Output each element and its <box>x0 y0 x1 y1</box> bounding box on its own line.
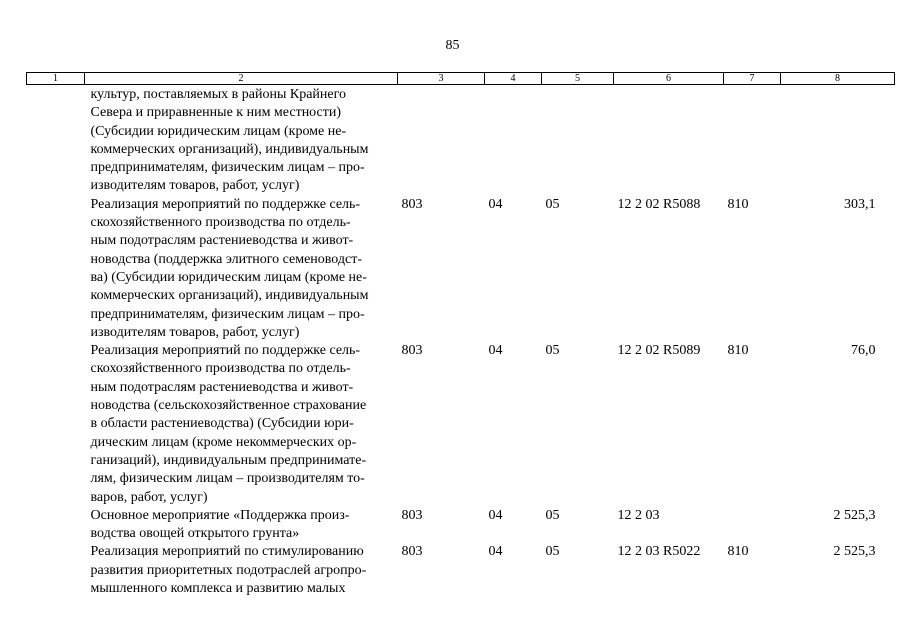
expense-type-code: 810 <box>727 544 749 560</box>
column-number-5: 5 <box>542 73 614 85</box>
section-code: 04 <box>488 544 503 560</box>
amount-value: 2 525,3 <box>833 507 876 523</box>
amount-value <box>781 85 895 196</box>
column-number-7: 7 <box>724 73 781 85</box>
ministry-code <box>398 85 485 196</box>
subsection-code <box>542 85 614 196</box>
row-index-cell <box>27 196 85 342</box>
target-article-code <box>614 85 724 196</box>
target-article-code: 12 2 03 <box>617 507 660 523</box>
budget-table <box>26 72 895 598</box>
column-number-3: 3 <box>398 73 485 85</box>
ministry-code: 803 <box>401 544 423 560</box>
section-code: 04 <box>488 343 503 359</box>
expense-description: культур, поставляемых в районы Крайнего Севера и приравненные к ним местности) (Субсидии юридическим лицам (кроме не- коммерческих организаций), индивидуальным предпринимателям, физическим лицам – про- изводителям товаров, работ, услуг) <box>90 87 369 194</box>
row-index-cell <box>27 543 85 598</box>
expense-type-code: 810 <box>727 343 749 359</box>
target-article-code: 12 2 02 R5088 <box>617 196 701 212</box>
expense-description: Реализация мероприятий по стимулированию развития приоритетных подотраслей агропро- мышленного комплекса и развитию малых <box>90 544 367 597</box>
expense-description: Основное мероприятие «Поддержка произ- водства овощей открытого грунта» <box>90 507 350 542</box>
amount-value: 2 525,3 <box>833 544 876 560</box>
section-code: 04 <box>488 507 503 523</box>
ministry-code: 803 <box>401 343 423 359</box>
amount-value: 76,0 <box>851 343 876 359</box>
ministry-code: 803 <box>401 196 423 212</box>
amount-value: 303,1 <box>844 196 876 212</box>
subsection-code: 05 <box>545 343 560 359</box>
target-article-code: 12 2 02 R5089 <box>617 343 701 359</box>
expense-description: Реализация мероприятий по поддержке сель- скохозяйственного производства по отдель- ным подотраслям растениеводства и живот- новодства (сельскохозяйственное страхование в области растениеводства) (Субсидии юри- дическим лицам (кроме некоммерческих ор- ганизаций), индивидуальным предпринимате- лям, физическим лицам – производителям то- варов, работ, услуг) <box>90 343 367 505</box>
expense-description: Реализация мероприятий по поддержке сель- скохозяйственного производства по отдель- ным подотраслям растениеводства и живот- новодства (поддержка элитного семеноводст- ва) (Субсидии юридическим лицам (кроме не- коммерческих организаций), индивидуальным предпринимателям, физическим лицам – про- изводителям товаров, работ, услуг) <box>90 196 369 340</box>
column-number-6: 6 <box>614 73 724 85</box>
table-row <box>27 196 895 342</box>
expense-type-code <box>724 85 781 196</box>
column-number-8: 8 <box>781 73 895 85</box>
ministry-code: 803 <box>401 507 423 523</box>
column-number-2: 2 <box>85 73 398 85</box>
section-code: 04 <box>488 196 503 212</box>
table-row <box>27 85 895 196</box>
target-article-code: 12 2 03 R5022 <box>617 544 701 560</box>
section-code <box>485 85 542 196</box>
row-index-cell <box>27 507 85 544</box>
table-row <box>27 342 895 507</box>
column-number-1: 1 <box>27 73 85 85</box>
subsection-code: 05 <box>545 544 560 560</box>
row-index-cell <box>27 85 85 196</box>
table-row <box>27 507 895 544</box>
subsection-code: 05 <box>545 507 560 523</box>
page-number: 85 <box>445 38 460 53</box>
column-number-header <box>27 73 895 85</box>
expense-type-code: 810 <box>727 196 749 212</box>
row-index-cell <box>27 342 85 507</box>
table-row <box>27 543 895 598</box>
subsection-code: 05 <box>545 196 560 212</box>
column-number-4: 4 <box>485 73 542 85</box>
expense-type-code <box>724 507 781 544</box>
